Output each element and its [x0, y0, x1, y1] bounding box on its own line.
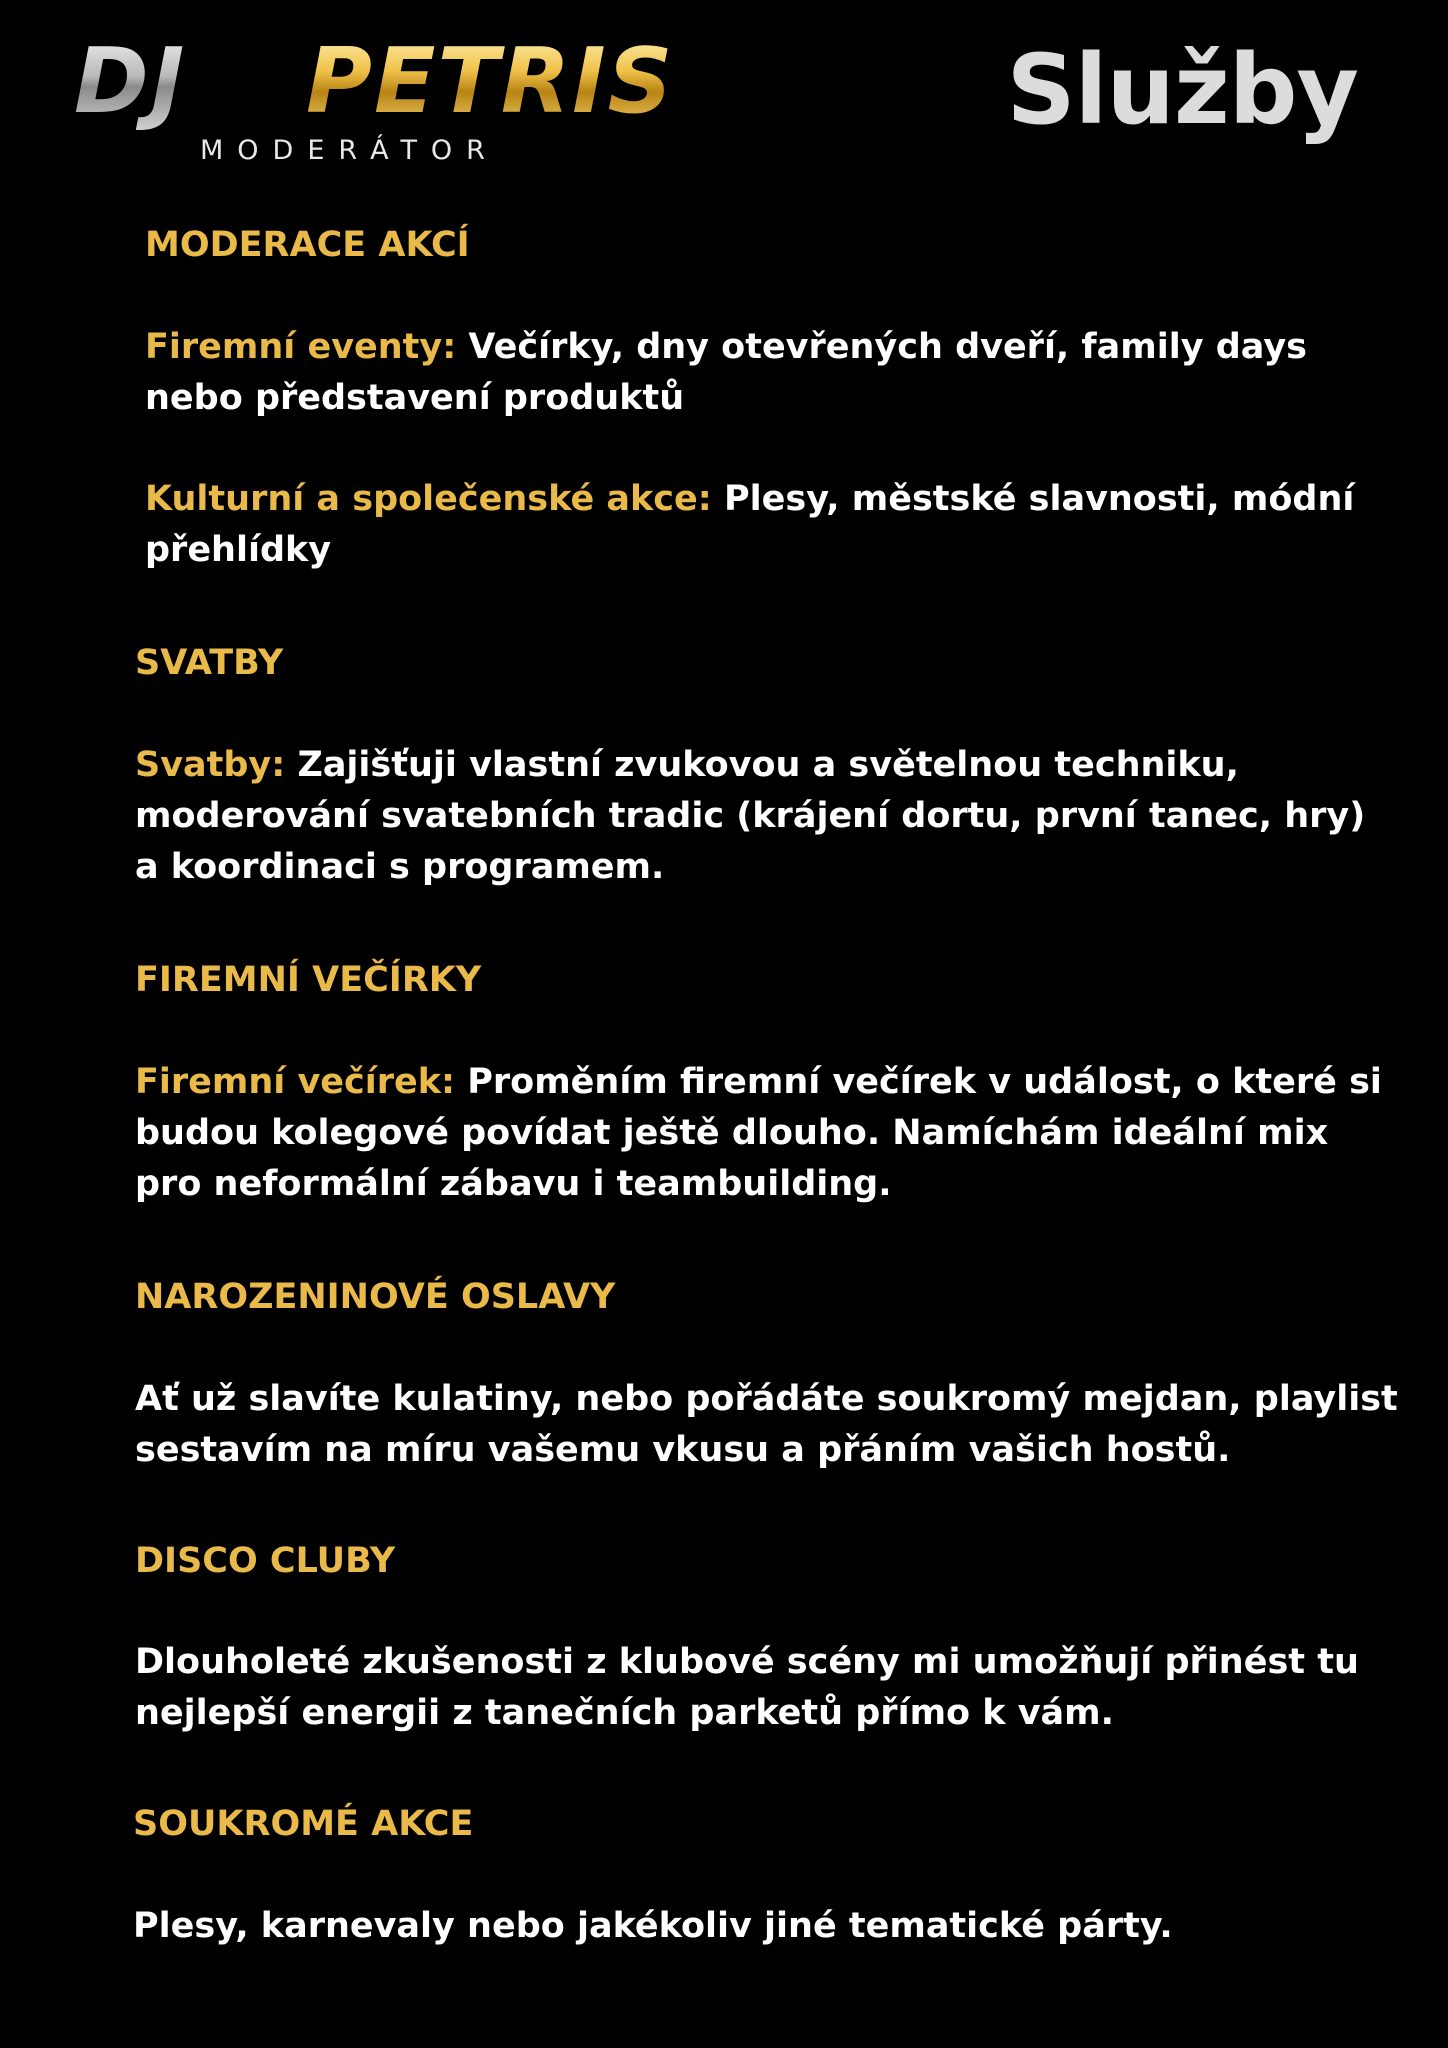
section-heading-svatby: SVATBY: [135, 643, 284, 683]
item-label: Kulturní a společenské akce:: [145, 479, 712, 519]
moderace-item-kulturni-akce: [145, 474, 1354, 525]
item-label: Firemní eventy:: [145, 327, 457, 367]
item-label: Svatby:: [135, 745, 286, 785]
logo-dj-text: DJ: [74, 34, 187, 134]
item-label: Firemní večírek:: [135, 1062, 456, 1102]
disco-text-line1: Dlouholeté zkušenosti z klubové scény mi umožňují přinést tu: [135, 1642, 1359, 1682]
svatby-paragraph: [135, 740, 1239, 791]
item-text-continued: moderování svatebních tradic (krájení dortu, první tanec, hry): [135, 796, 1366, 836]
item-text: Plesy, městské slavnosti, módní: [723, 479, 1355, 519]
item-text-continued: pro neformální zábavu i teambuilding.: [135, 1164, 892, 1204]
logo-subtitle: MODERÁTOR: [200, 135, 499, 166]
logo-petris-text: PETRIS: [306, 34, 675, 134]
item-text: Proměním firemní večírek v událost, o které si: [467, 1062, 1382, 1102]
section-heading-narozeniny: NAROZENINOVÉ OSLAVY: [135, 1277, 616, 1317]
item-text: Večírky, dny otevřených dveří, family days: [468, 327, 1307, 367]
section-heading-moderace: MODERACE AKCÍ: [145, 225, 470, 265]
narozeniny-text-line2: sestavím na míru vašemu vkusu a přáním vašich hostů.: [135, 1430, 1231, 1470]
soukrome-text-line1: Plesy, karnevaly nebo jakékoliv jiné tematické párty.: [133, 1906, 1173, 1946]
section-heading-soukrome: SOUKROMÉ AKCE: [133, 1804, 474, 1844]
section-heading-disco: DISCO CLUBY: [135, 1541, 396, 1581]
item-text-continued: přehlídky: [145, 530, 332, 570]
page-title: Služby: [1006, 34, 1358, 146]
item-text-continued: a koordinaci s programem.: [135, 847, 665, 887]
narozeniny-text-line1: Ať už slavíte kulatiny, nebo pořádáte soukromý mejdan, playlist: [135, 1379, 1398, 1419]
section-heading-firemni-vecirky: FIREMNÍ VEČÍRKY: [135, 960, 482, 1000]
moderace-item-firemni-eventy: [145, 322, 1307, 373]
item-text: Zajišťuji vlastní zvukovou a světelnou techniku,: [297, 745, 1239, 785]
item-text-continued: budou kolegové povídat ještě dlouho. Namíchám ideální mix: [135, 1113, 1329, 1153]
firemni-paragraph: [135, 1057, 1382, 1108]
disco-text-line2: nejlepší energii z tanečních parketů přímo k vám.: [135, 1693, 1114, 1733]
item-text-continued: nebo představení produktů: [145, 378, 685, 418]
dj-petris-logo: [74, 34, 710, 166]
